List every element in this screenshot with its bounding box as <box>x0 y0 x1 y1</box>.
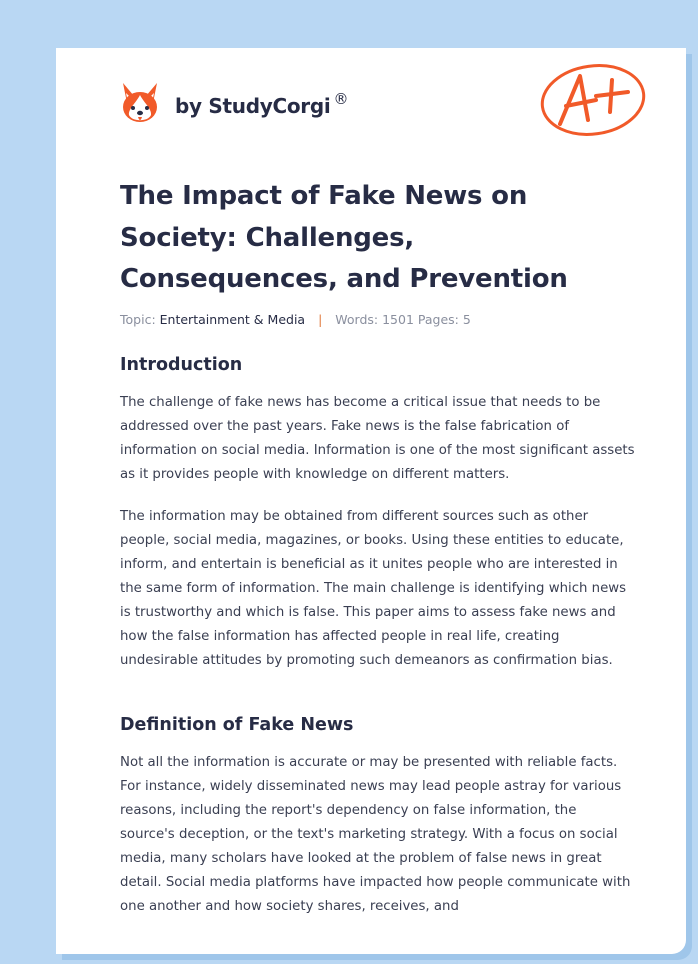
essay-meta <box>120 312 471 327</box>
registered-mark: ® <box>333 90 349 108</box>
paragraph-intro-1: The challenge of fake news has become a critical issue that needs to be addressed over the past years. Fake news is the false fabrication of information on social media. Information is one of the most significant assets as it provides people with knowledge on different matters. <box>120 395 635 482</box>
brand-text: by StudyCorgi <box>175 94 331 118</box>
paragraph-definition-1: Not all the information is accurate or may be presented with reliable facts. For instance, widely disseminated news may lead people astray for various reasons, including the report's dependency on false information, the source's deception, or the text's marketing strategy. With a focus on social media, many scholars have looked at the problem of false news in great detail. Social media platforms have impacted how people communicate with one another and how society shares, receives, and <box>120 755 631 914</box>
a-plus-grade-icon <box>538 58 650 146</box>
page-count: Pages: 5 <box>417 312 471 327</box>
essay-card <box>56 48 686 954</box>
meta-separator: | <box>318 312 323 327</box>
topic-label: Topic: <box>120 312 156 327</box>
section-heading-introduction: Introduction <box>120 355 243 375</box>
section-heading-definition: Definition of Fake News <box>120 715 354 735</box>
corgi-logo-icon[interactable] <box>120 76 160 132</box>
essay-title: The Impact of Fake News on Society: Challenges, Consequences, and Prevention <box>120 181 568 294</box>
paragraph-intro-2: The information may be obtained from different sources such as other people, social media, magazines, or books. Using these entities to educate, inform, and entertain is beneficial as it unites people who are interested in the same form of information. The main challenge is identifying which news is trustworthy and which is false. This paper aims to assess fake news and how the false information has affected people in real life, creating undesirable attitudes by promoting such demeanors as confirmation bias. <box>120 509 627 668</box>
brand-name[interactable] <box>175 90 349 118</box>
topic-link[interactable]: Entertainment & Media <box>159 312 306 327</box>
word-count: Words: 1501 <box>335 312 414 327</box>
